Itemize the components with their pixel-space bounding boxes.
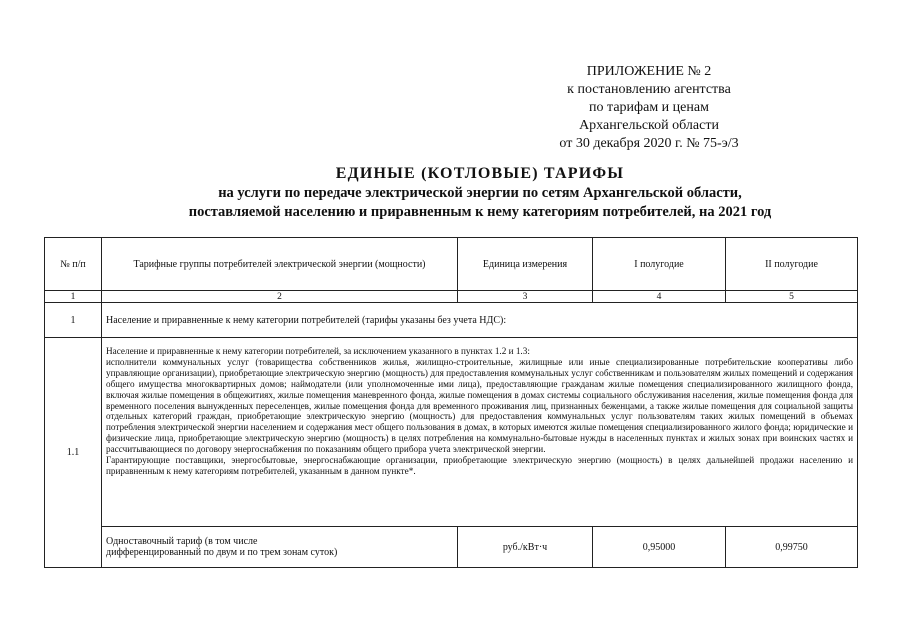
column-number-row <box>45 291 858 303</box>
section-description <box>102 338 858 527</box>
header-half1: I полугодие <box>593 238 726 291</box>
header-group: Тарифные группы потребителей электрической энергии (мощности) <box>102 238 458 291</box>
header-num: № п/п <box>45 238 102 291</box>
row-num: 1.1 <box>45 338 102 568</box>
appendix-date: от 30 декабря 2020 г. № 75-э/3 <box>559 136 739 151</box>
appendix-ref-line: к постановлению агентства <box>567 82 731 97</box>
row-num: 1 <box>45 303 102 338</box>
tariff-name-line: дифференцированный по двум и по трем зонам суток) <box>106 547 338 558</box>
tariff-unit: руб./кВт·ч <box>458 527 593 568</box>
table-header-row <box>45 238 858 291</box>
tariff-name <box>102 527 458 568</box>
header-unit: Единица измерения <box>458 238 593 291</box>
appendix-ref-line: по тарифам и ценам <box>589 100 709 115</box>
tariff-value-half2: 0,99750 <box>726 527 858 568</box>
column-number: 5 <box>726 291 858 303</box>
column-number: 2 <box>102 291 458 303</box>
appendix-title: ПРИЛОЖЕНИЕ № 2 <box>586 64 712 79</box>
section-heading: Население и приравненные к нему категории потребителей (тарифы указаны без учета НДС): <box>102 303 858 338</box>
column-number: 1 <box>45 291 102 303</box>
table-row <box>45 338 858 527</box>
column-number: 4 <box>593 291 726 303</box>
appendix-header <box>520 63 778 153</box>
document-subtitle: поставляемой населению и приравненным к нему категориям потребителей, на 2021 год <box>188 204 772 220</box>
tariff-name-line: Одноставочный тариф (в том числе <box>106 536 258 547</box>
column-number: 3 <box>458 291 593 303</box>
table-row <box>45 303 858 338</box>
document-title-block <box>80 164 880 222</box>
header-half2: II полугодие <box>726 238 858 291</box>
document-title: ЕДИНЫЕ (КОТЛОВЫЕ) ТАРИФЫ <box>335 165 625 182</box>
appendix-ref-line: Архангельской области <box>579 118 719 133</box>
tariff-value-half1: 0,95000 <box>593 527 726 568</box>
description-paragraph: Гарантирующие поставщики, энергосбытовые, энергоснабжающие организации, приобретающие электрическую энергию (мощность) в целях дальнейшей продажи населению и приравненным к нему категориям потребителей, указанным в данном пункте*. <box>106 455 853 476</box>
document-subtitle: на услуги по передаче электрической энергии по сетям Архангельской области, <box>218 185 742 201</box>
description-paragraph: исполнители коммунальных услуг (товарищества собственников жилья, жилищно-строительные, жилищные или иные специализированные потребительские кооперативы либо управляющие организации), приобретающие электрическую энергию (мощность) для предоставления коммунальных услуг собственникам и пользователям жилых помещений и содержания общего имущества многоквартирных домов; наймодатели (или уполномоченные ими лица), предоставляющие гражданам жилые помещения специализированного жилищного фонда, включая жилые помещения в общежитиях, жилые помещения маневренного фонда, жилые помещения в домах системы социального обслуживания населения, жилые помещения фонда для временного поселения вынужденных переселенцев, жилые помещения фонда для временного проживания лиц, признанных беженцами, а также жилые помещения для социальной защиты отдельных категорий граждан, приобретающие электрическую энергию (мощность) для предоставления коммунальных услуг пользователям таких жилых помещений в объемах потребления электрической энергии населением и содержания мест общего пользования в домах, в которых имеются жилые помещения специализированного жилого фонда; юридические и физические лица, приобретающие электрическую энергию (мощность) в целях потребления на коммунально-бытовые нужды в населенных пунктах и жилых зонах при воинских частях и рассчитывающиеся по договору энергоснабжения по показаниям общего прибора учета электрической энергии. <box>106 356 853 455</box>
description-paragraph: Население и приравненные к нему категории потребителей, за исключением указанного в пунктах 1.2 и 1.3: <box>106 346 530 356</box>
table-row <box>45 527 858 568</box>
tariffs-table <box>44 237 858 568</box>
